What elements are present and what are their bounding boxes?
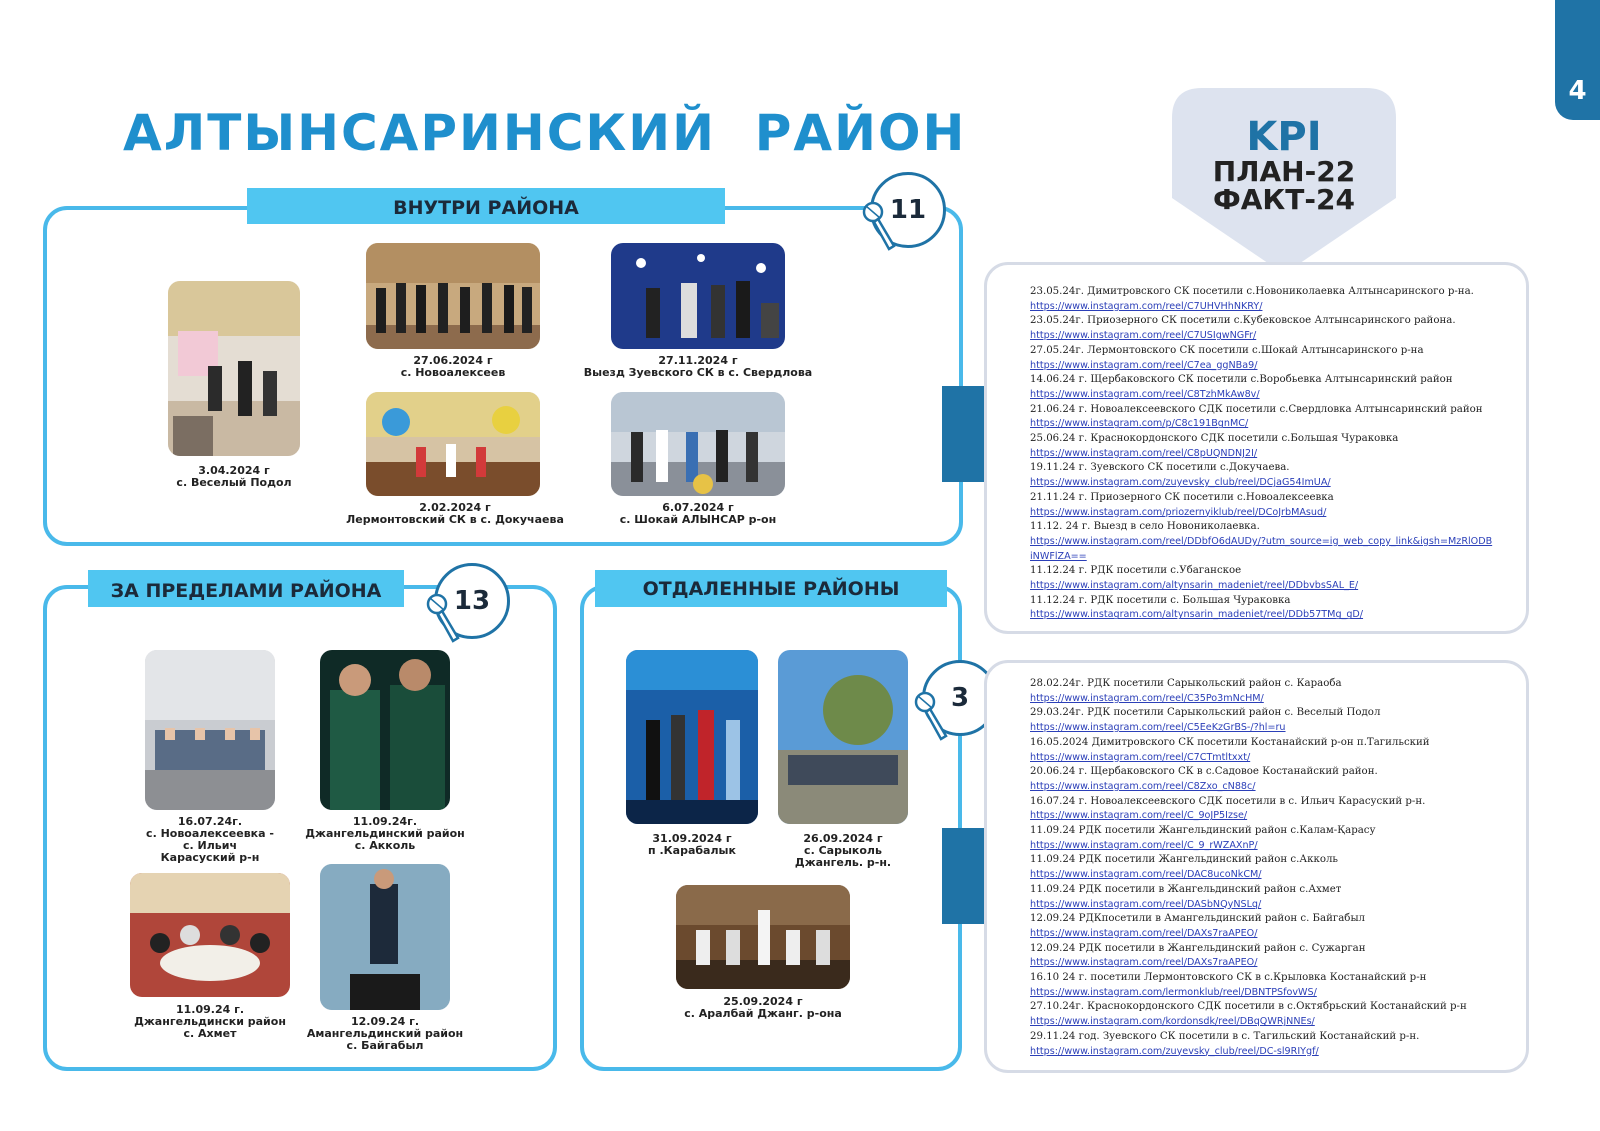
photo-sarykol: [778, 650, 908, 824]
caption-karabalyk: 31.09.2024 г п .Карабалык: [648, 832, 736, 857]
caption-shokai: 6.07.2024 г с. Шокай АЛЫНСАР р-он: [619, 501, 777, 526]
instagram-link[interactable]: https://www.instagram.com/zuyevsky_club/reel/DCjaG54ImUA/: [1030, 477, 1331, 489]
link-entry-text: 29.11.24 год. Зуевского СК посетили в с. Тагильский Костанайский р-н.: [1030, 1030, 1420, 1042]
link-entry-text: 16.05.2024 Димитровского СК посетили Костанайский р-он п.Тагильский: [1030, 736, 1430, 748]
photo-ilich: [145, 650, 275, 810]
kpi-label: KPI: [1246, 114, 1322, 160]
photo-shokai: [611, 392, 785, 496]
link-entry-text: 16.07.24 г. Новоалексеевского СДК посетили в с. Ильич Карасуский р-н.: [1030, 795, 1426, 807]
link-entry-text: 11.09.24 РДК посетили Жангельдинский район с.Калам-Қарасу: [1030, 825, 1376, 837]
instagram-link[interactable]: https://www.instagram.com/reel/DDbfO6dAUDy/?utm_source=ig_web_copy_link&igsh=MzRlODB: [1030, 535, 1493, 547]
link-entry-text: 11.12. 24 г. Выезд в село Новониколаевка.: [1030, 521, 1260, 533]
kpi-text: [1172, 116, 1396, 214]
photo-akkol: [320, 650, 450, 810]
remote-districts-banner: ОТДАЛЕННЫЕ РАЙОНЫ: [595, 570, 947, 607]
page-title: АЛТЫНСАРИНСКИЙ РАЙОН: [123, 104, 967, 162]
instagram-link[interactable]: https://www.instagram.com/reel/C8Zxo_cN88c/: [1030, 780, 1256, 792]
instagram-link[interactable]: https://www.instagram.com/priozernyiklub/reel/DCoJrbMAsud/: [1030, 506, 1327, 518]
photo-karabalyk: [626, 650, 758, 824]
outside-district-banner: ЗА ПРЕДЕЛАМИ РАЙОНА: [88, 570, 404, 607]
microphone-icon: [912, 690, 948, 742]
link-entry-text: 19.11.24 г. Зуевского СК посетили с.Докучаева.: [1030, 462, 1290, 474]
link-entry-text: 28.02.24г. РДК посетили Сарыкольский район с. Караоба: [1030, 678, 1342, 689]
caption-ilich: 16.07.24г. с. Новоалексеевка - с. Ильич Карасуский р-н: [146, 815, 274, 864]
caption-dokuchaeva: 2.02.2024 г Лермонтовский СК в с. Докучаева: [346, 501, 564, 526]
caption-akhmet: 11.09.24 г. Джангельдински район с. Ахмет: [134, 1003, 286, 1040]
instagram-link[interactable]: https://www.instagram.com/reel/DAC8ucoNkCM/: [1030, 869, 1262, 881]
instagram-link[interactable]: https://www.instagram.com/reel/DASbNQyNSLq/: [1030, 898, 1262, 910]
link-entry-text: 11.09.24 РДК посетили в Жангельдинский район с.Ахмет: [1030, 883, 1342, 895]
photo-vesely-podol: [168, 281, 300, 456]
caption-novoalekseev: 27.06.2024 г с. Новоалексеев: [400, 354, 506, 379]
instagram-link[interactable]: https://www.instagram.com/reel/C35Po3mNcHM/: [1030, 692, 1264, 704]
instagram-link[interactable]: https://www.instagram.com/reel/C_9_rWZAXnP/: [1030, 839, 1258, 851]
outside-links-list: [1030, 677, 1508, 1059]
instagram-link[interactable]: https://www.instagram.com/reel/C7UHVHhNKRY/: [1030, 300, 1263, 312]
instagram-link[interactable]: https://www.instagram.com/reel/DAXs7raAPEO/: [1030, 957, 1258, 969]
instagram-link[interactable]: https://www.instagram.com/reel/C5EeKzGrBS-/?hl=ru: [1030, 722, 1286, 734]
link-entry-text: 16.10 24 г. посетили Лермонтовского СК в с.Крыловка Костанайский р-н: [1030, 972, 1427, 984]
instagram-link[interactable]: https://www.instagram.com/p/C8c191BgnMC/: [1030, 418, 1249, 430]
microphone-icon: [424, 592, 460, 644]
link-entry-text: 11.09.24 РДК посетили Жангельдинский район с.Акколь: [1030, 854, 1338, 866]
remote-count: 3: [950, 683, 970, 713]
instagram-link[interactable]: https://www.instagram.com/reel/C7USIgwNGFr/: [1030, 330, 1257, 342]
kpi-fact: ФАКТ-24: [1212, 183, 1355, 216]
inside-links-list: [1030, 285, 1508, 623]
link-entry-text: 27.10.24г. Краснокордонского СДК посетили в с.Октябрьский Костанайский р-н: [1030, 1001, 1467, 1013]
page-number-tab: [1555, 0, 1600, 120]
link-entry-text: 11.12.24 г. РДК посетили с.Убаганское: [1030, 565, 1242, 577]
instagram-link[interactable]: https://www.instagram.com/altynsarin_madeniet/reel/DDb57TMg_gD/: [1030, 609, 1364, 621]
instagram-link[interactable]: https://www.instagram.com/lermonklub/reel/DBNTPSfovWS/: [1030, 986, 1317, 998]
instagram-link[interactable]: https://www.instagram.com/zuyevsky_club/reel/DC-sl9RIYgf/: [1030, 1045, 1319, 1057]
photo-baigabyl: [320, 864, 450, 1010]
inside-count: 11: [889, 195, 927, 225]
caption-vesely-podol: 3.04.2024 г с. Веселый Подол: [176, 464, 292, 489]
instagram-link[interactable]: https://www.instagram.com/kordonsdk/reel/DBqQWRjNNEs/: [1030, 1016, 1315, 1028]
caption-aralbai: 25.09.2024 г с. Аралбай Джанг. р-она: [684, 995, 842, 1020]
instagram-link[interactable]: https://www.instagram.com/reel/C7CTmtltxxt/: [1030, 751, 1251, 763]
photo-novoalekseev: [366, 243, 540, 349]
link-entry-text: 29.03.24г. РДК посетили Сарыкольский район с. Веселый Подол: [1030, 707, 1381, 719]
photo-aralbai: [676, 885, 850, 989]
inside-district-banner: ВНУТРИ РАЙОНА: [247, 188, 725, 224]
photo-sverdlova: [611, 243, 785, 349]
instagram-link[interactable]: https://www.instagram.com/reel/C8pUQNDNJ2I/: [1030, 447, 1258, 459]
link-entry-text: 12.09.24 РДК посетили в Жангельдинский район с. Сужарган: [1030, 942, 1366, 954]
photo-akhmet: [130, 873, 290, 997]
link-entry-text: 14.06.24 г. Щербаковского СК посетили с.Воробьевка Алтынсаринский район: [1030, 374, 1453, 386]
link-entry-text: 23.05.24г. Димитровского СК посетили с.Новониколаевка Алтынсаринского р-на.: [1030, 286, 1474, 297]
caption-akkol: 11.09.24г. Джангельдинский район с. Акколь: [305, 815, 465, 852]
instagram-link[interactable]: https://www.instagram.com/reel/C_9oJP5Izse/: [1030, 810, 1248, 822]
kpi-plan: ПЛАН-22: [1212, 155, 1356, 188]
link-entry-text: 21.06.24 г. Новоалексеевского СДК посетили с.Свердловка Алтынсаринский район: [1030, 403, 1483, 415]
link-entry-text: 20.06.24 г. Щербаковского СК в с.Садовое Костанайский район.: [1030, 766, 1378, 778]
instagram-link[interactable]: https://www.instagram.com/altynsarin_madeniet/reel/DDbvbsSAL_E/: [1030, 580, 1359, 592]
link-entry-text: 11.12.24 г. РДК посетили с. Большая Чураковка: [1030, 594, 1291, 606]
instagram-link[interactable]: https://www.instagram.com/reel/DAXs7raAPEO/: [1030, 927, 1258, 939]
microphone-icon: [860, 200, 896, 252]
outside-count: 13: [453, 586, 491, 616]
caption-sverdlova: 27.11.2024 г Выезд Зуевского СК в с. Свердлова: [583, 354, 813, 379]
photo-dokuchaeva: [366, 392, 540, 496]
page-number: 4: [1568, 76, 1587, 106]
caption-sarykol: 26.09.2024 г с. Сарыколь Джангель. р-н.: [794, 832, 892, 869]
link-entry-text: 21.11.24 г. Приозерного СК посетили с.Новоалексеевка: [1030, 491, 1334, 503]
link-entry-text: 25.06.24 г. Краснокордонского СДК посетили с.Большая Чураковка: [1030, 433, 1399, 445]
instagram-link-continued[interactable]: iNWFlZA==: [1030, 550, 1087, 562]
caption-baigabyl: 12.09.24 г. Амангельдинский район с. Байгабыл: [306, 1015, 464, 1052]
link-entry-text: 27.05.24г. Лермонтовского СК посетили с.Шокай Алтынсаринского р-на: [1030, 344, 1424, 356]
instagram-link[interactable]: https://www.instagram.com/reel/C8TzhMkAw8v/: [1030, 388, 1260, 400]
link-entry-text: 12.09.24 РДКпосетили в Амангельдинский район с. Байгабыл: [1030, 913, 1366, 925]
instagram-link[interactable]: https://www.instagram.com/reel/C7ea_ggNBa9/: [1030, 359, 1258, 371]
link-entry-text: 23.05.24г. Приозерного СК посетили с.Кубековское Алтынсаринского района.: [1030, 315, 1456, 327]
